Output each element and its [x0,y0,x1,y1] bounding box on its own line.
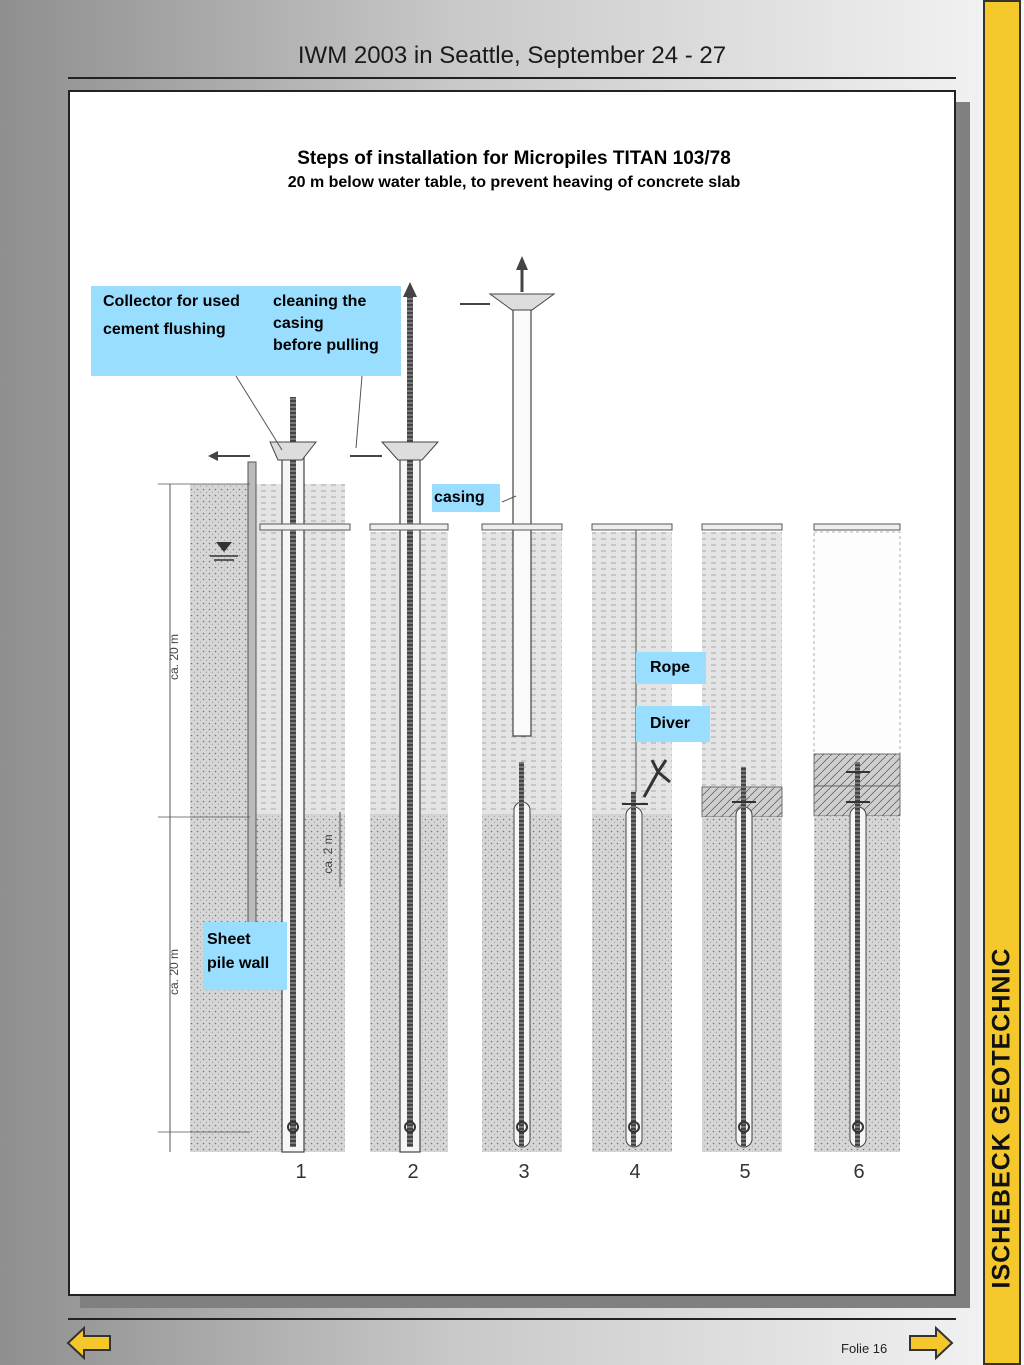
step-6-column [814,524,900,1152]
sheet-pile-callout: Sheet pile wall [203,922,287,990]
footer-rule [68,1318,956,1320]
step-number: 4 [629,1161,641,1183]
step-number: 6 [853,1161,865,1183]
step-number: 5 [739,1161,751,1183]
arrow-right-icon[interactable] [908,1326,954,1360]
step-number: 2 [407,1161,419,1183]
dimension-mid: ca. 2 m [321,834,335,874]
step-number: 3 [518,1161,530,1183]
arrow-left-icon[interactable] [66,1326,112,1360]
diagram-frame [68,90,956,1296]
header-rule [68,77,956,79]
diagram-subtitle: 20 m below water table, to prevent heaving of concrete slab [287,174,741,191]
step-number: 1 [295,1161,307,1183]
installation-diagram [70,92,958,1298]
dimension-lower: ca. 20 m [167,948,181,996]
page-number: Folie 16 [841,1341,888,1356]
rope-callout: Rope [636,652,706,684]
collector-callout: Collector for used cement flushing [91,286,269,376]
cleaning-leader [356,376,362,448]
step-3-column [460,256,562,1152]
casing-callout: casing [432,484,500,512]
diver-callout: Diver [636,706,710,742]
step-1-column [190,397,350,1152]
cleaning-callout: cleaning the casing before pulling [269,286,401,376]
step-4-column [592,524,672,1152]
step-2-column [350,282,448,1152]
dimension-upper: ca. 20 m [167,633,181,681]
collector-leader [236,376,282,450]
step-5-column [702,524,782,1152]
diagram-title: Steps of installation for Micropiles TITAN 103/78 [297,148,731,169]
brand-name: ISCHEBECK GEOTECHNIC [987,947,1016,1289]
slide-title: IWM 2003 in Seattle, September 24 - 27 [297,42,727,69]
